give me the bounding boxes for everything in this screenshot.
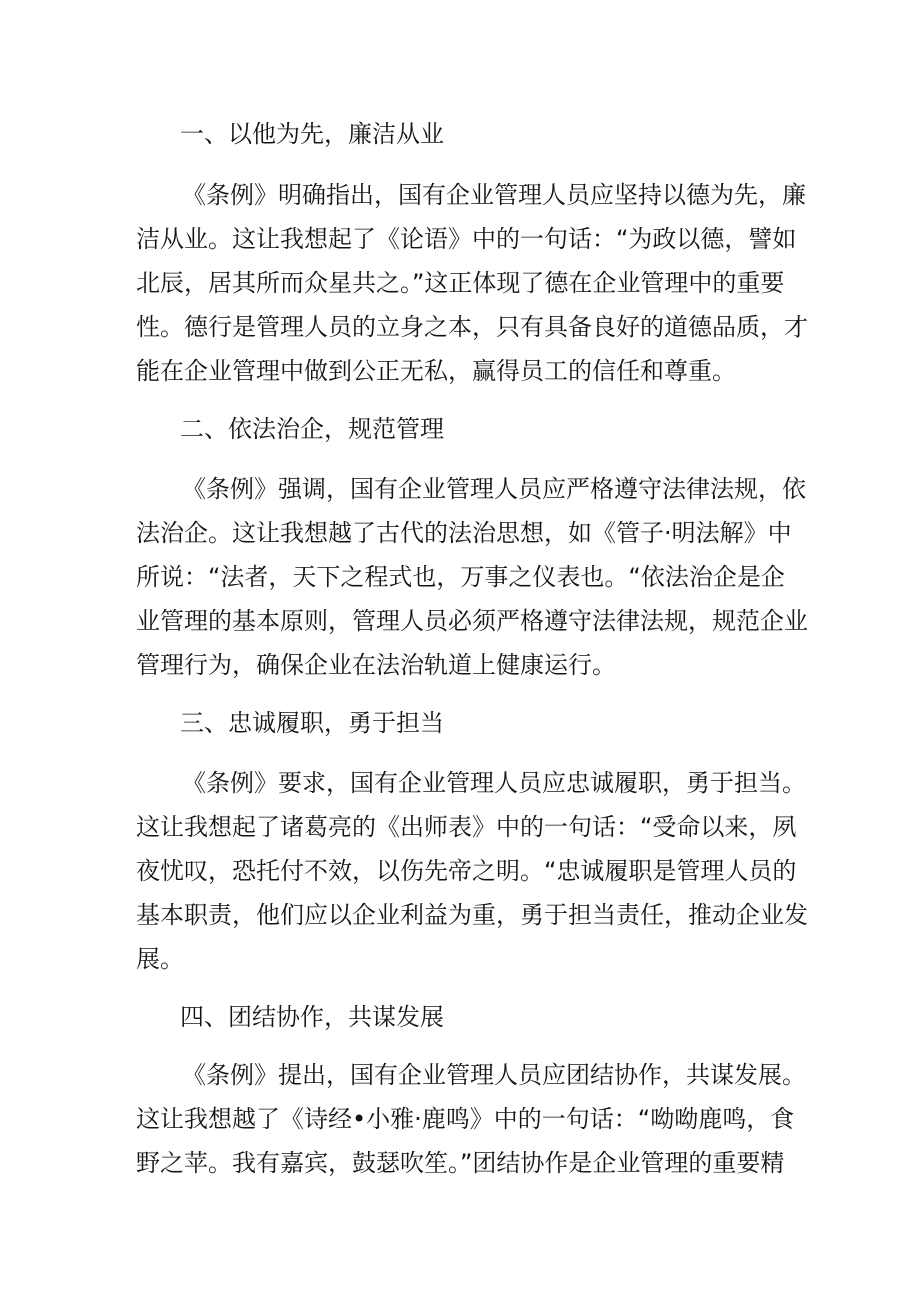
paragraph-3-line-4: 基本职责，他们应以企业利益为重，勇于担当责任，推动企业发 bbox=[136, 901, 808, 929]
paragraph-4-line-1: 《条例》提出，国有企业管理人员应团结协作，共谋发展。 bbox=[182, 1061, 806, 1089]
paragraph-2-line-2: 法治企。这让我想越了古代的法治思想，如《管子·明法解》中 bbox=[136, 519, 792, 547]
paragraph-4-line-2: 这让我想越了《诗经•小雅·鹿鸣》中的一句话：“呦呦鹿鸣，食 bbox=[136, 1105, 795, 1133]
paragraph-1-line-4: 性。德行是管理人员的立身之本，只有具备良好的道德品质，才 bbox=[136, 313, 808, 341]
section-heading-4: 四、团结协作，共谋发展 bbox=[180, 1003, 444, 1031]
section-heading-1: 一、以他为先，廉洁从业 bbox=[180, 120, 444, 148]
paragraph-4-line-3: 野之苹。我有嘉宾，鼓瑟吹笙。”团结协作是企业管理的重要精 bbox=[136, 1149, 785, 1177]
paragraph-2-line-1: 《条例》强调，国有企业管理人员应严格遵守法律法规，依 bbox=[182, 475, 806, 503]
paragraph-2-line-4: 业管理的基本原则，管理人员必须严格遵守法律法规，规范企业 bbox=[136, 607, 808, 635]
section-heading-3: 三、忠诚履职，勇于担当 bbox=[180, 709, 444, 737]
paragraph-3-line-1: 《条例》要求，国有企业管理人员应忠诚履职，勇于担当。 bbox=[182, 769, 806, 797]
paragraph-2-line-3: 所说：“法者，天下之程式也，万事之仪表也。“依法治企是企 bbox=[136, 563, 785, 591]
paragraph-1-line-3: 北辰，居其所而众星共之。”这正体现了德在企业管理中的重要 bbox=[136, 269, 785, 297]
section-heading-2: 二、依法治企，规范管理 bbox=[180, 415, 444, 443]
paragraph-1-line-2: 洁从业。这让我想起了《论语》中的一句话：“为政以德，譬如 bbox=[136, 225, 797, 253]
paragraph-3-line-2: 这让我想起了诸葛亮的《出师表》中的一句话：“受命以来，夙 bbox=[136, 813, 797, 841]
paragraph-1-line-5: 能在企业管理中做到公正无私，赢得员工的信任和尊重。 bbox=[136, 357, 736, 385]
paragraph-2-line-5: 管理行为，确保企业在法治轨道上健康运行。 bbox=[136, 651, 616, 679]
paragraph-3-line-3: 夜忧叹，恐托付不效，以伤先帝之明。“忠诚履职是管理人员的 bbox=[136, 857, 797, 885]
paragraph-3-line-5: 展。 bbox=[136, 945, 184, 973]
paragraph-1-line-1: 《条例》明确指出，国有企业管理人员应坚持以德为先，廉 bbox=[182, 181, 806, 209]
